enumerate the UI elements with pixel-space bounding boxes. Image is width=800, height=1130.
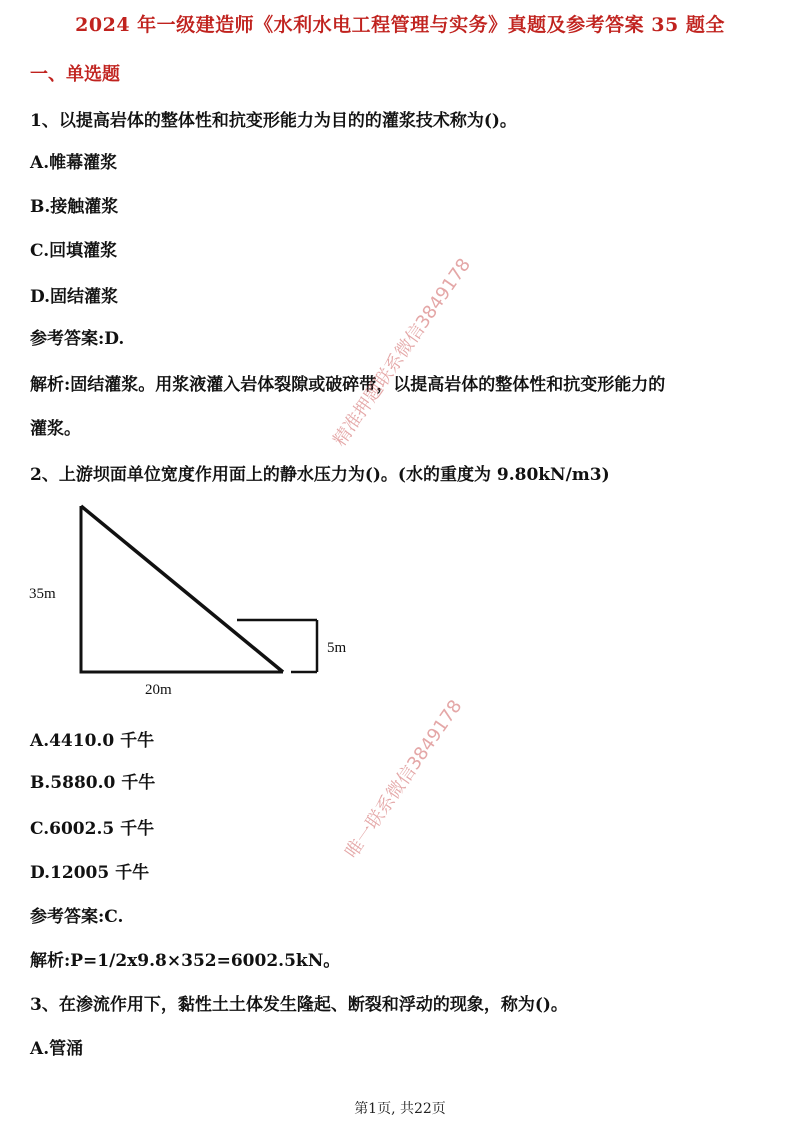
- question-1-option-b: B.接触灌浆: [30, 197, 119, 217]
- question-2-option-d: D.12005 千牛: [30, 863, 150, 883]
- watermark-2: 唯一联系微信3849178: [341, 696, 467, 863]
- document-title: 2024 年一级建造师《水利水电工程管理与实务》真题及参考答案 35 题全: [75, 14, 725, 36]
- question-2-analysis: 解析:P=1/2x9.8×352=6002.5kN。: [30, 951, 341, 971]
- question-1-option-d: D.固结灌浆: [30, 287, 119, 307]
- question-3-option-a: A.管涌: [30, 1039, 84, 1059]
- base-label: 20m: [145, 682, 172, 698]
- question-2-option-c: C.6002.5 千牛: [30, 819, 155, 839]
- question-1-option-c: C.回填灌浆: [30, 241, 118, 261]
- question-3-stem: 3、在渗流作用下，黏性土土体发生隆起、断裂和浮动的现象，称为()。: [30, 995, 568, 1015]
- dam-cross-section-diagram: [25, 492, 365, 702]
- question-1-option-a: A.帷幕灌浆: [30, 153, 118, 173]
- question-2-option-a: A.4410.0 千牛: [30, 731, 155, 751]
- question-2-stem: 2、上游坝面单位宽度作用面上的静水压力为()。(水的重度为 9.80kN/m3): [30, 465, 610, 485]
- watermark-1: 精准押题联系微信3849178: [329, 254, 476, 451]
- question-1-stem: 1、以提高岩体的整体性和抗变形能力为目的的灌浆技术称为()。: [30, 111, 517, 131]
- dam-upstream-face: [81, 506, 283, 672]
- water-depth-label: 5m: [327, 640, 347, 656]
- question-1-analysis-line-2: 灌浆。: [30, 419, 81, 439]
- height-label: 35m: [29, 586, 56, 602]
- question-1-answer: 参考答案:D.: [30, 329, 125, 349]
- page-footer: 第1页, 共22页: [354, 1101, 446, 1117]
- question-2-answer: 参考答案:C.: [30, 907, 124, 927]
- question-1-analysis-line-1: 解析:固结灌浆。用浆液灌入岩体裂隙或破碎带，以提高岩体的整体性和抗变形能力的: [30, 375, 666, 395]
- question-2-option-b: B.5880.0 千牛: [30, 773, 156, 793]
- section-heading: 一、单选题: [30, 64, 120, 85]
